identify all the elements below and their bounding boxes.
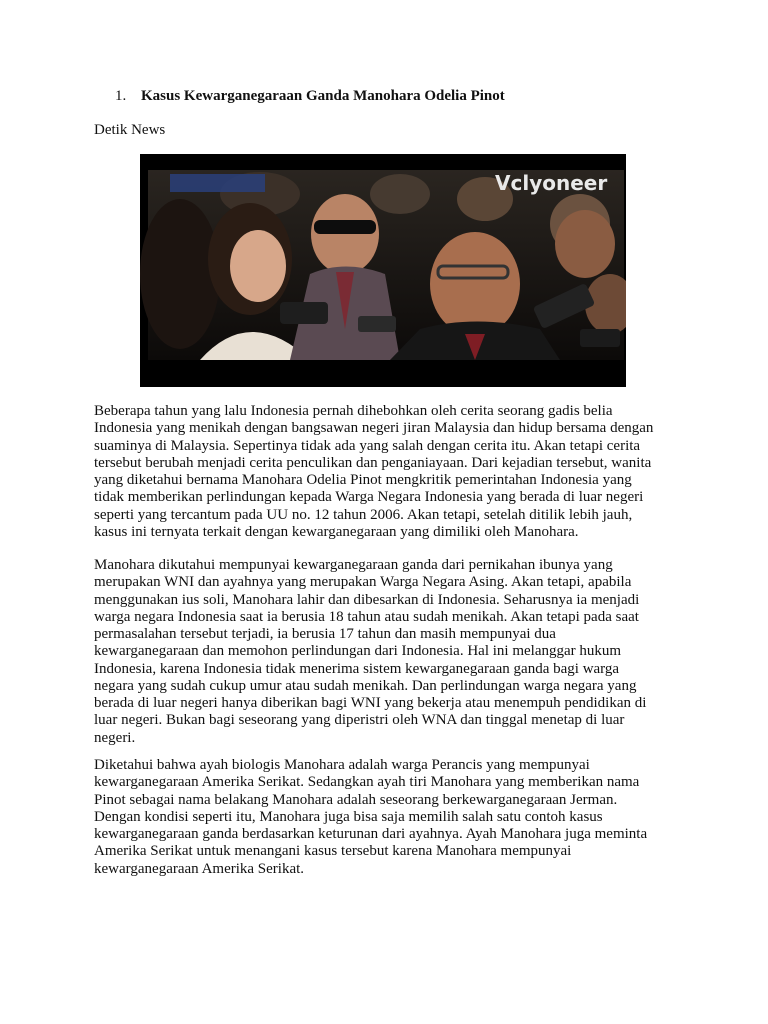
paragraph-line: Indonesia, karena Indonesia tidak menerima sistem kewarganegaraan ganda bagi warga bbox=[94, 660, 620, 677]
paragraph-line: negeri. bbox=[94, 729, 136, 746]
paragraph-line: Amerika Serikat untuk menangani kasus tersebut karena Manohara mempunyai bbox=[94, 843, 572, 860]
paragraph-line: negara yang sudah cukup umur atau sudah menikah. Dan perlindungan warga negara yang bbox=[94, 677, 637, 694]
paragraph-line: tidak memberikan perlindungan kepada Warga Negara Indonesia yang berada di luar negeri bbox=[94, 489, 644, 506]
paragraph-line: Manohara dikutahui mempunyai kewarganegaraan ganda dari pernikahan ibunya yang bbox=[94, 557, 613, 573]
paragraph-2 bbox=[94, 557, 684, 747]
paragraph-line: Pinot sebagai nama belakang Manohara adalah seseorang berkewarganegaraan Jerman. bbox=[94, 791, 618, 808]
paragraph-line: kewarganegaraan Amerika Serikat. bbox=[94, 860, 305, 877]
heading-title: Kasus Kewarganegaraan Ganda Manohara Odelia Pinot bbox=[141, 88, 505, 104]
paragraph-line: luar negeri. Bukan bagi seseorang yang diperistri oleh WNA dan tinggal menetap di luar bbox=[94, 712, 625, 729]
section-heading bbox=[115, 87, 505, 105]
paragraph-line: kewarganegaraan ganda berdasarkan keturunan dari ayahnya. Ayah Manohara juga meminta bbox=[94, 826, 648, 842]
paragraph-line: kewarganegaraan Amerika Serikat. Sedangkan ayah tiri Manohara yang memberikan nama bbox=[94, 774, 640, 791]
source-label: Detik News bbox=[94, 122, 166, 138]
paragraph-line: tersebut berubah menjadi cerita penculikan dan penganiayaan. Dari kejadian tersebut, wanita bbox=[94, 454, 652, 471]
paragraph-line: Beberapa tahun yang lalu Indonesia pernah dihebohkan oleh cerita seorang gadis belia bbox=[94, 403, 613, 419]
paragraph-line: kewarganegaraan dan memohon perlindungan dari Indonesia. Hal ini melanggar hukum bbox=[94, 643, 622, 660]
paragraph-line: Diketahui bahwa ayah biologis Manohara adalah warga Perancis yang mempunyai bbox=[94, 757, 590, 773]
paragraph-line: Indonesia yang menikah dengan bangsawan negeri jiran Malaysia dan hidup bersama dengan bbox=[94, 420, 654, 437]
news-photo bbox=[140, 154, 626, 387]
paragraph-line: berada di luar negeri hanya diberikan bagi WNI yang bekerja atau menempuh pendidikan di bbox=[94, 695, 647, 711]
paragraph-line: permasalahan tersebut terjadi, ia berusia 17 tahun dan masih mempunyai dua bbox=[94, 626, 556, 642]
paragraph-line: Dengan kondisi seperti itu, Manohara juga bisa saja memilih salah satu contoh kasus bbox=[94, 808, 603, 825]
photo-watermark: Vclyoneer bbox=[495, 171, 608, 195]
paragraph-1 bbox=[94, 403, 684, 541]
paragraph-line: warga negara Indonesia saat ia berusia 18 tahun atau sudah menikah. Akan tetapi pada saat bbox=[94, 608, 639, 625]
paragraph-3 bbox=[94, 757, 684, 878]
heading-number: 1. bbox=[115, 88, 127, 104]
paragraph-line: yang diketahui bernama Manohara Odelia Pinot mengkritik pemerintahan Indonesia yang bbox=[94, 472, 632, 488]
press-crowd-illustration bbox=[140, 154, 626, 387]
paragraph-line: menggunakan ius soli, Manohara lahir dan dibesarkan di Indonesia. Seharusnya ia menjadi bbox=[94, 591, 640, 608]
paragraph-line: kasus ini ternyata terkait dengan kewarganegaraan yang dimiliki oleh Manohara. bbox=[94, 523, 579, 540]
paragraph-line: seperti yang tercantum pada UU no. 12 tahun 2006. Akan tetapi, setelah ditilik lebih jauh, bbox=[94, 506, 633, 523]
paragraph-line: merupakan WNI dan ayahnya yang merupakan Warga Negara Asing. Akan tetapi, apabila bbox=[94, 574, 632, 591]
paragraph-line: suaminya di Malaysia. Sepertinya tidak ada yang salah dengan cerita itu. Akan tetapi cerita bbox=[94, 437, 641, 454]
